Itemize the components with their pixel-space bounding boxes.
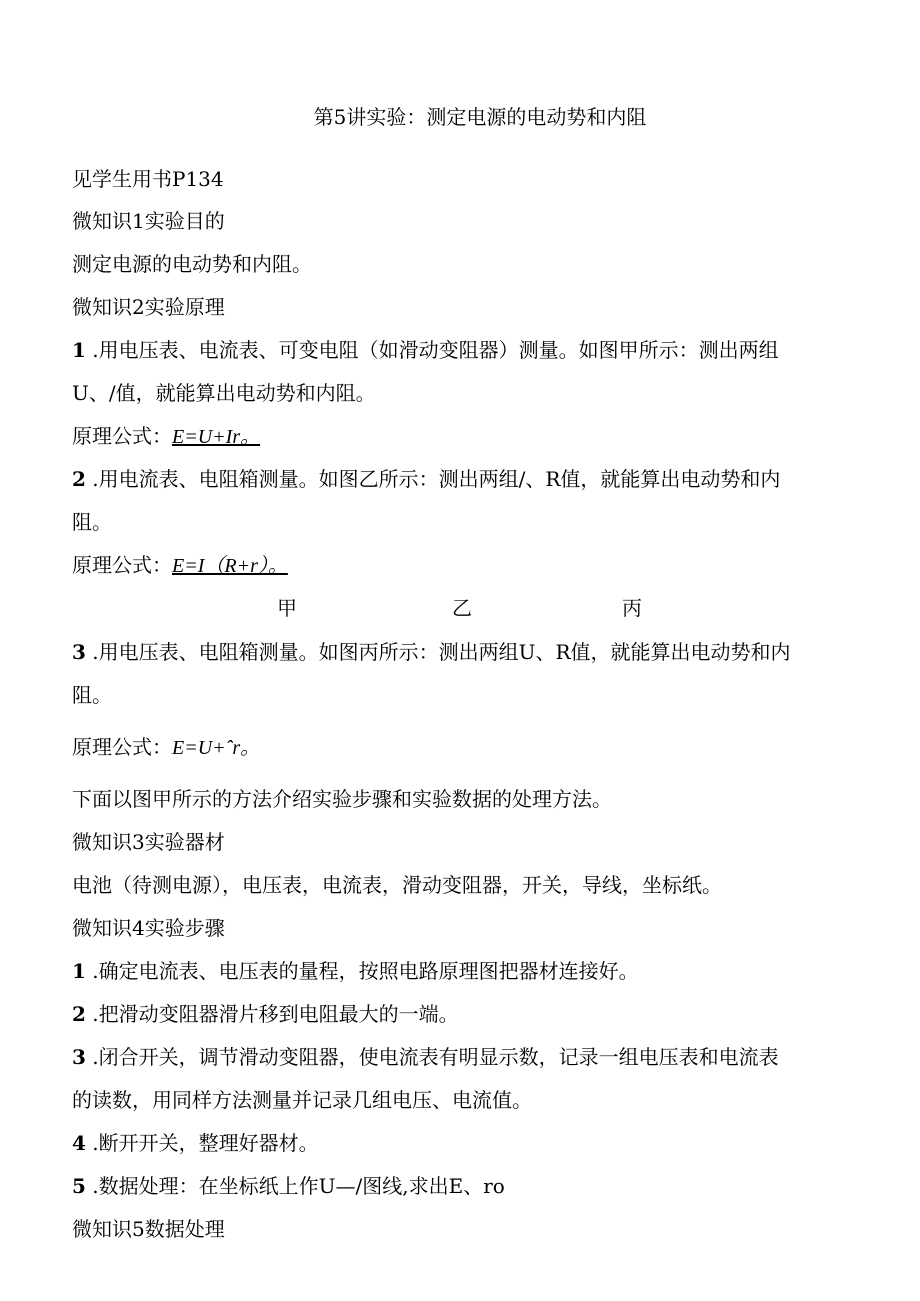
step-2 [72, 1000, 459, 1028]
formula-2 [72, 551, 288, 580]
item-number: 2 [72, 467, 86, 491]
item-text: .数据处理：在坐标纸上作U—/图线,求出E、ro [92, 1174, 505, 1198]
principle-1-line-1 [72, 336, 779, 364]
section-heading-1: 微知识1实验目的 [72, 209, 225, 233]
section-body-3: 电池（待测电源），电压表，电流表，滑动变阻器，开关，导线，坐标纸。 [72, 873, 722, 897]
formula-expression: E=I（R+r）。 [172, 555, 288, 577]
item-number: 1 [72, 959, 86, 983]
formula-label: 原理公式： [72, 553, 172, 577]
item-number: 3 [72, 640, 86, 664]
section-heading-4: 微知识4实验步骤 [72, 916, 225, 940]
item-number: 2 [72, 1002, 86, 1026]
page-title: 第5讲实验：测定电源的电动势和内阻 [313, 105, 647, 129]
reference-line: 见学生用书P134 [72, 167, 224, 191]
intro-line: 下面以图甲所示的方法介绍实验步骤和实验数据的处理方法。 [72, 787, 612, 811]
principle-3-line-1 [72, 638, 791, 666]
figure-label-bing: 丙 [622, 596, 642, 620]
item-text: .用电流表、电阻箱测量。如图乙所示：测出两组/、R值，就能算出电动势和内 [92, 467, 781, 491]
item-number: 4 [72, 1131, 86, 1155]
formula-1 [72, 422, 260, 451]
principle-1-line-2: U、/值，就能算出电动势和内阻。 [72, 381, 376, 405]
step-1 [72, 957, 639, 985]
item-text: .闭合开关，调节滑动变阻器，使电流表有明显示数，记录一组电压表和电流表 [92, 1045, 779, 1069]
item-text: .把滑动变阻器滑片移到电阻最大的一端。 [92, 1002, 459, 1026]
section-heading-3: 微知识3实验器材 [72, 830, 225, 854]
section-heading-2: 微知识2实验原理 [72, 295, 225, 319]
item-text: .用电压表、电流表、可变电阻（如滑动变阻器）测量。如图甲所示：测出两组 [92, 338, 779, 362]
step-5 [72, 1172, 505, 1200]
formula-label: 原理公式： [72, 424, 172, 448]
step-3-line-2: 的读数，用同样方法测量并记录几组电压、电流值。 [72, 1088, 532, 1112]
figure-label-yi: 乙 [452, 596, 472, 620]
item-number: 1 [72, 338, 86, 362]
step-4 [72, 1129, 319, 1157]
item-text: .用电压表、电阻箱测量。如图丙所示：测出两组U、R值，就能算出电动势和内 [92, 640, 791, 664]
figure-label-jia: 甲 [277, 596, 297, 620]
formula-label: 原理公式： [72, 735, 172, 759]
section-heading-5: 微知识5数据处理 [72, 1217, 225, 1241]
formula-expression: E=U+Ir。 [172, 426, 261, 448]
item-text: .确定电流表、电压表的量程，按照电路原理图把器材连接好。 [92, 959, 639, 983]
formula-3 [72, 733, 260, 762]
principle-3-line-2: 阻。 [72, 683, 112, 707]
section-body-1: 测定电源的电动势和内阻。 [72, 252, 312, 276]
formula-expression: E=U+ˆr。 [172, 737, 261, 759]
item-number: 5 [72, 1174, 86, 1198]
item-number: 3 [72, 1045, 86, 1069]
principle-2-line-2: 阻。 [72, 510, 112, 534]
principle-2-line-1 [72, 465, 780, 493]
step-3-line-1 [72, 1043, 779, 1071]
item-text: .断开开关，整理好器材。 [92, 1131, 319, 1155]
